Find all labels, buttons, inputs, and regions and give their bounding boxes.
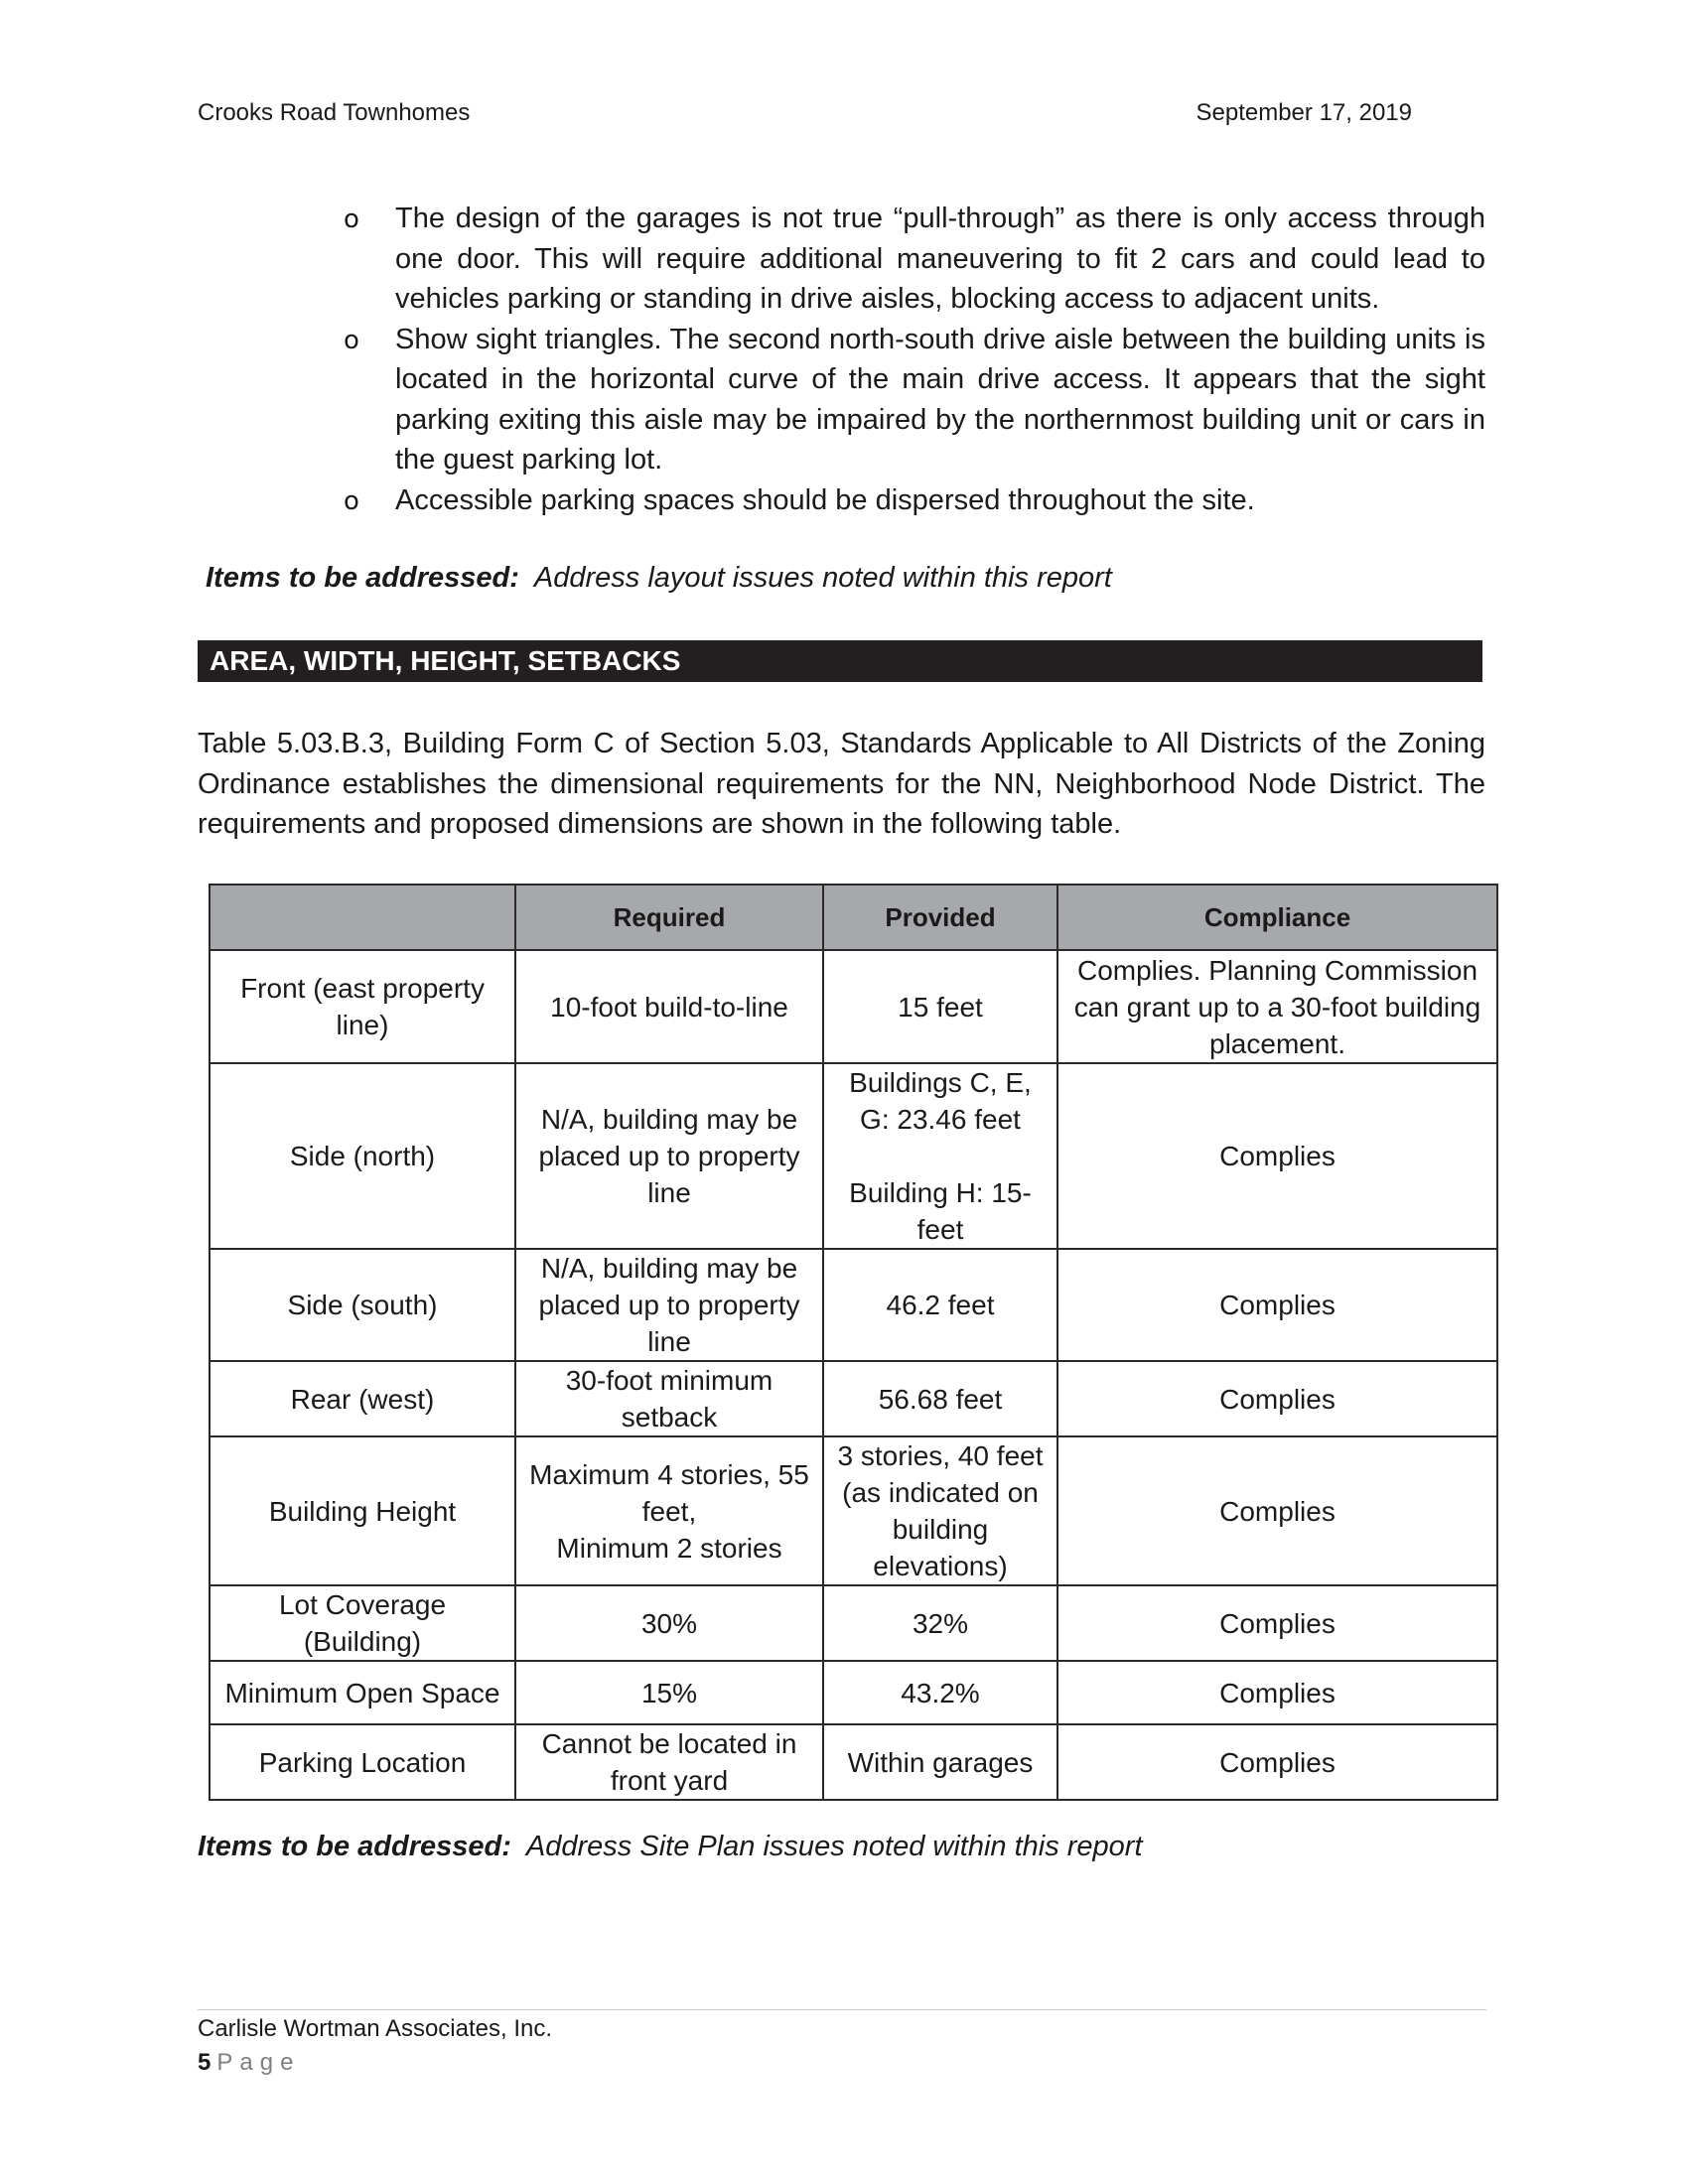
table-cell: Side (south) [210, 1249, 515, 1361]
section-heading: AREA, WIDTH, HEIGHT, SETBACKS [198, 640, 1482, 682]
table-cell: 10-foot build-to-line [515, 950, 823, 1063]
table-cell: Complies. Planning Commission can grant up to a 30-foot building placement. [1057, 950, 1497, 1063]
table-cell: 43.2% [823, 1661, 1057, 1724]
table-cell: Complies [1057, 1436, 1497, 1585]
bullet-circle-icon: o [344, 205, 359, 234]
table-cell: Complies [1057, 1361, 1497, 1436]
items-to-be-addressed-site-plan: Items to be addressed: Address Site Plan issues noted within this report [198, 1831, 1143, 1862]
column-header [210, 885, 515, 950]
table-cell: Complies [1057, 1585, 1497, 1661]
table-cell: Complies [1057, 1724, 1497, 1800]
column-header: Compliance [1057, 885, 1497, 950]
table-cell: Building Height [210, 1436, 515, 1585]
table-cell: 32% [823, 1585, 1057, 1661]
list-item: o Show sight triangles. The second north-south drive aisle between the building units is located in the horizontal curve of the main drive access. It appears that the sight parking exiting this aisle may be impaired by the northernmost building unit or cars in the guest parking lot. [344, 320, 1485, 480]
table-cell: Lot Coverage (Building) [210, 1585, 515, 1661]
bullet-list [344, 199, 1485, 520]
table-cell: Rear (west) [210, 1361, 515, 1436]
table-cell: N/A, building may be placed up to property line [515, 1249, 823, 1361]
table-row [210, 1249, 1497, 1361]
table-row [210, 1063, 1497, 1249]
footer-divider [198, 2009, 1486, 2010]
column-header: Required [515, 885, 823, 950]
table-cell: 46.2 feet [823, 1249, 1057, 1361]
table-header-row [210, 885, 1497, 950]
dimensional-requirements-table [209, 884, 1498, 1801]
table-cell: Side (north) [210, 1063, 515, 1249]
table-row [210, 1661, 1497, 1724]
header-title: Crooks Road Townhomes [198, 99, 471, 126]
header-date: September 17, 2019 [1196, 99, 1412, 126]
list-item: o Accessible parking spaces should be dispersed throughout the site. [344, 480, 1485, 521]
table-cell: N/A, building may be placed up to property line [515, 1063, 823, 1249]
bullet-circle-icon: o [344, 325, 359, 355]
table-cell: Complies [1057, 1661, 1497, 1724]
table-cell: 15% [515, 1661, 823, 1724]
column-header: Provided [823, 885, 1057, 950]
table-cell: Minimum Open Space [210, 1661, 515, 1724]
table-cell: 3 stories, 40 feet (as indicated on building elevations) [823, 1436, 1057, 1585]
table-cell: Buildings C, E, G: 23.46 feet Building H: 15-feet [823, 1063, 1057, 1249]
table-row [210, 1436, 1497, 1585]
page-number: 5 Page [198, 2049, 301, 2076]
table-cell: Parking Location [210, 1724, 515, 1800]
table-row [210, 1585, 1497, 1661]
intro-paragraph: Table 5.03.B.3, Building Form C of Section 5.03, Standards Applicable to All Districts of the Zoning Ordinance establishes the dimensional requirements for the NN, Neighborhood Node District. The requirements and proposed dimensions are shown in the following table. [198, 728, 1485, 840]
table-cell: Complies [1057, 1063, 1497, 1249]
table-cell: 56.68 feet [823, 1361, 1057, 1436]
table-row [210, 1361, 1497, 1436]
table-cell: 30% [515, 1585, 823, 1661]
table-cell: Front (east property line) [210, 950, 515, 1063]
table-row [210, 950, 1497, 1063]
footer-organization: Carlisle Wortman Associates, Inc. [198, 2015, 553, 2042]
bullet-circle-icon: o [344, 485, 359, 516]
table-row [210, 1724, 1497, 1800]
table-cell: Maximum 4 stories, 55 feet, Minimum 2 stories [515, 1436, 823, 1585]
table-cell: Cannot be located in front yard [515, 1724, 823, 1800]
table-cell: 30-foot minimum setback [515, 1361, 823, 1436]
items-to-be-addressed-layout: Items to be addressed: Address layout issues noted within this report [206, 562, 1112, 594]
table-cell: 15 feet [823, 950, 1057, 1063]
table-cell: Complies [1057, 1249, 1497, 1361]
table-cell: Within garages [823, 1724, 1057, 1800]
list-item: o The design of the garages is not true “pull-through” as there is only access through one door. This will require additional maneuvering to fit 2 cars and could lead to vehicles parking or standing in drive aisles, blocking access to adjacent units. [344, 199, 1485, 320]
